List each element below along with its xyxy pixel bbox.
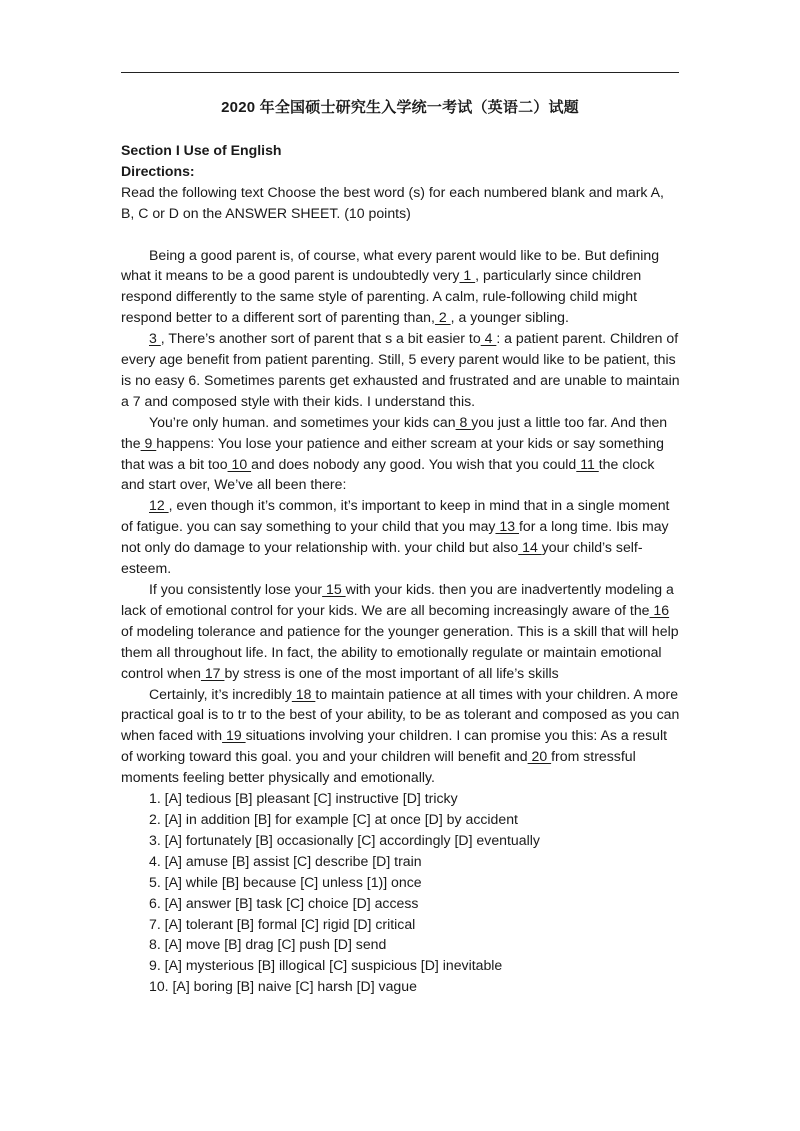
blank-number: 17 bbox=[200, 664, 225, 681]
blank-number: 3 bbox=[149, 330, 161, 347]
blank-number: 11 bbox=[576, 455, 599, 472]
passage-paragraph bbox=[121, 245, 681, 329]
question-item: 8. [A] move [B] drag [C] push [D] send bbox=[149, 936, 387, 953]
question-item: 3. [A] fortunately [B] occasionally [C] accordingly [D] eventually bbox=[149, 831, 540, 848]
passage-text: If you consistently lose your bbox=[149, 581, 323, 598]
blank-number: 10 bbox=[227, 455, 252, 472]
passage-text: the clock and start over, We’ve all been there: bbox=[121, 455, 655, 493]
blank-number: 8 bbox=[455, 413, 472, 430]
passage-text: to maintain patience at all times with your children. A more practical goal is to tr to the best of your ability, to be as tolerant and composed as you can when faced with bbox=[121, 685, 680, 744]
passage-text: : a patient parent. Children of every age benefit from patient parenting. Still, 5 every parent would like to be patient, this is no easy 6. Sometimes parents get exhausted and frustrated and are unable to maintain a 7 and composed style with their kids. I understand this. bbox=[121, 330, 680, 409]
question-item: 10. [A] boring [B] naive [C] harsh [D] vague bbox=[149, 978, 417, 995]
blank-number: 1 bbox=[459, 267, 476, 284]
passage-text: of modeling tolerance and patience for the younger generation. This is a skill that will help them all throughout life. In fact, the ability to emotionally regulate or maintain emotional control when bbox=[121, 622, 679, 681]
blank-number: 16 bbox=[649, 601, 670, 618]
passage-text: You’re only human. and sometimes your kids can bbox=[149, 413, 456, 430]
spacer bbox=[121, 224, 681, 245]
blank-number: 9 bbox=[140, 434, 157, 451]
passage-text: by stress is one of the most important of all life’s skills bbox=[224, 664, 559, 681]
blank-number: 19 bbox=[222, 727, 246, 744]
passage-text: from stressful moments feeling better physically and emotionally. bbox=[121, 748, 636, 786]
passage-text: with your kids. then you are inadvertently modeling a lack of emotional control for your kids. We are all becoming increasingly aware of the bbox=[121, 581, 674, 618]
exam-body bbox=[121, 140, 681, 997]
passage-text: Being a good parent is, of course, what every parent would like to be. But defining what it means to be a good parent is undoubtedly very bbox=[121, 246, 660, 284]
top-rule bbox=[121, 72, 679, 73]
passage-text: your child’s self-esteem. bbox=[121, 539, 643, 577]
blank-number: 15 bbox=[322, 581, 346, 598]
passage-text: , particularly since children respond differently to the same style of parenting. A calm, rule-following child might respond better to a different sort of parenting than, bbox=[121, 267, 642, 326]
blank-number: 4 bbox=[480, 330, 497, 347]
blank-number: 12 bbox=[149, 497, 169, 514]
passage-text: happens: You lose your patience and either scream at your kids or say something that was a bit too bbox=[121, 434, 664, 472]
directions-label: Directions: bbox=[121, 162, 195, 179]
blank-number: 14 bbox=[518, 539, 542, 556]
passage-text: for a long time. Ibis may not only do damage to your relationship with. your child but also bbox=[121, 518, 669, 556]
blank-number: 20 bbox=[527, 748, 552, 765]
blank-number: 2 bbox=[434, 309, 451, 326]
passage-text: , There’s another sort of parent that s a bit easier to bbox=[160, 330, 481, 347]
directions-text: Read the following text Choose the best word (s) for each numbered blank and mark A, B, C or D on the ANSWER SHEET. (10 points) bbox=[121, 183, 664, 221]
blank-number: 13 bbox=[495, 518, 519, 535]
passage-text: Certainly, it’s incredibly bbox=[149, 685, 292, 702]
blank-number: 18 bbox=[291, 685, 316, 702]
question-item: 5. [A] while [B] because [C] unless [1)] once bbox=[149, 873, 422, 890]
passage-paragraph bbox=[121, 495, 681, 579]
passage-text: and does nobody any good. You wish that you could bbox=[251, 455, 577, 472]
passage-text: you just a little too far. And then the bbox=[121, 413, 668, 451]
question-item: 1. [A] tedious [B] pleasant [C] instructive [D] tricky bbox=[149, 790, 458, 807]
passage-paragraph bbox=[121, 684, 681, 789]
passage-text: situations involving your children. I can promise you this: As a result of working toward this goal. you and your children will benefit and bbox=[121, 727, 668, 765]
passage-paragraph bbox=[121, 579, 681, 684]
question-item: 7. [A] tolerant [B] formal [C] rigid [D] critical bbox=[149, 915, 416, 932]
question-item: 9. [A] mysterious [B] illogical [C] suspicious [D] inevitable bbox=[149, 957, 503, 974]
passage bbox=[121, 245, 681, 789]
question-item: 6. [A] answer [B] task [C] choice [D] access bbox=[149, 894, 419, 911]
passage-text: , even though it’s common, it’s important to keep in mind that in a single moment of fatigue. you can say something to your child that you may bbox=[121, 497, 670, 535]
question-list bbox=[121, 788, 681, 997]
passage-paragraph bbox=[121, 328, 681, 412]
exam-title: 2020 年全国硕士研究生入学统一考试（英语二）试题 bbox=[221, 99, 579, 116]
passage-paragraph bbox=[121, 412, 681, 496]
passage-text: , a younger sibling. bbox=[450, 309, 569, 326]
question-item: 2. [A] in addition [B] for example [C] at once [D] by accident bbox=[149, 810, 518, 827]
question-item: 4. [A] amuse [B] assist [C] describe [D] train bbox=[149, 852, 422, 869]
section-heading: Section I Use of English bbox=[121, 142, 282, 158]
